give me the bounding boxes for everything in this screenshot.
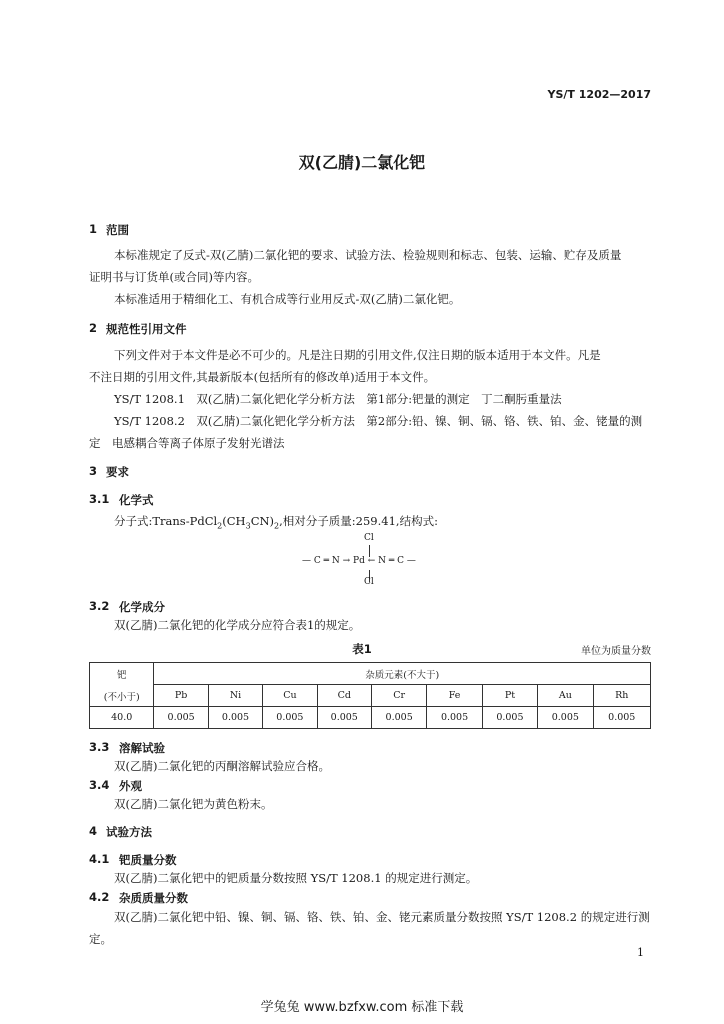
section-4-heading: 试验方法: [106, 825, 152, 839]
value-cell: 0.005: [538, 707, 593, 729]
s33-text: 双(乙腈)二氯化钯的丙酮溶解试验应合格。: [114, 759, 330, 773]
table-title: 表1: [352, 642, 372, 656]
s2-para1-line2: 不注日期的引用文件,其最新版本(包括所有的修改单)适用于本文件。: [89, 370, 436, 384]
element-header: Pt: [482, 685, 537, 707]
standard-number: YS/T 1202—2017: [547, 88, 651, 101]
subsection-4-2-heading: 杂质质量分数: [119, 891, 188, 905]
value-cell: 0.005: [427, 707, 482, 729]
pd-header-merge: [90, 684, 153, 685]
subsection-3-3-number: 3.3: [89, 740, 110, 754]
subsection-3-1-heading: 化学式: [119, 493, 154, 507]
s2-reference-1: YS/T 1208.1 双(乙腈)二氯化钯化学分析方法 第1部分:钯量的测定 丁二酮肟重量法: [114, 392, 562, 406]
structure-cl-top: Cl: [364, 533, 374, 543]
pd-subheader: (不小于): [90, 685, 154, 707]
molecular-formula: 分子式$:Trans-PdCl_2(CH_3CN)_2$,相对分子质量:259.41,结构式:: [114, 514, 438, 531]
section-3-number: 3: [89, 464, 98, 478]
s1-para2: 本标准适用于精细化工、有机合成等行业用反式-双(乙腈)二氯化钯。: [114, 292, 461, 306]
element-header: Cu: [263, 685, 317, 707]
value-cell: 0.005: [593, 707, 650, 729]
page-number: 1: [637, 946, 644, 959]
value-cell: 0.005: [482, 707, 537, 729]
element-header: Au: [538, 685, 593, 707]
subsection-3-4-heading: 外观: [119, 779, 142, 793]
s41-text: 双(乙腈)二氯化钯中的钯质量分数按照 YS/T 1208.1 的规定进行测定。: [114, 871, 478, 885]
s2-reference-2-line1: YS/T 1208.2 双(乙腈)二氯化钯化学分析方法 第2部分:铅、镍、铜、镉、铬、铁、铂、金、铑量的测: [114, 414, 643, 428]
element-header: Cr: [371, 685, 426, 707]
subsection-3-2-heading: 化学成分: [119, 600, 165, 614]
s2-reference-2-line2: 定 电感耦合等离子体原子发射光谱法: [89, 436, 285, 450]
s32-text: 双(乙腈)二氯化钯的化学成分应符合表1的规定。: [114, 618, 361, 632]
s42-text-line2: 定。: [89, 932, 112, 946]
section-2-number: 2: [89, 321, 98, 335]
subsection-4-1-heading: 钯质量分数: [119, 853, 177, 867]
impurity-header: 杂质元素(不大于): [154, 663, 651, 685]
pd-header: 钯: [90, 663, 154, 685]
structure-cl-bottom: Cl: [364, 577, 374, 587]
subsection-4-1-number: 4.1: [89, 852, 110, 866]
s1-para1-line2: 证明书与订货单(或合同)等内容。: [89, 270, 259, 284]
section-1-heading: 范围: [106, 223, 129, 237]
value-cell: 0.005: [263, 707, 317, 729]
table-unit: 单位为质量分数: [581, 646, 651, 657]
value-cell: 0.005: [208, 707, 262, 729]
composition-table: [89, 662, 651, 729]
element-header: Fe: [427, 685, 482, 707]
value-cell: 0.005: [154, 707, 208, 729]
pd-value-cell: 40.0: [90, 707, 154, 729]
element-header: Ni: [208, 685, 262, 707]
subsection-3-4-number: 3.4: [89, 778, 110, 792]
watermark: 学兔兔 www.bzfxw.com 标准下载: [260, 1000, 464, 1015]
section-2-heading: 规范性引用文件: [106, 322, 187, 336]
subsection-3-1-number: 3.1: [89, 492, 110, 506]
s1-para1-line1: 本标准规定了反式-双(乙腈)二氯化钯的要求、试验方法、检验规则和标志、包装、运输、贮存及质量: [114, 248, 622, 262]
s2-para1-line1: 下列文件对于本文件是必不可少的。凡是注日期的引用文件,仅注日期的版本适用于本文件。凡是: [114, 348, 601, 362]
section-1-number: 1: [89, 222, 98, 236]
s34-text: 双(乙腈)二氯化钯为黄色粉末。: [114, 797, 273, 811]
document-title: 双(乙腈)二氯化钯: [298, 153, 426, 172]
element-header: Cd: [317, 685, 371, 707]
element-header: Pb: [154, 685, 208, 707]
section-4-number: 4: [89, 824, 98, 838]
subsection-3-3-heading: 溶解试验: [119, 741, 165, 755]
section-3-heading: 要求: [106, 465, 129, 479]
s42-text-line1: 双(乙腈)二氯化钯中铅、镍、铜、镉、铬、铁、铂、金、铑元素质量分数按照 YS/T 1208.2 的规定进行测: [114, 910, 650, 924]
structure-chain: — C ═ N → Pd ← N ═ C —: [302, 556, 416, 566]
value-cell: 0.005: [371, 707, 426, 729]
subsection-3-2-number: 3.2: [89, 599, 110, 613]
value-cell: 0.005: [317, 707, 371, 729]
element-header: Rh: [593, 685, 650, 707]
subsection-4-2-number: 4.2: [89, 890, 110, 904]
